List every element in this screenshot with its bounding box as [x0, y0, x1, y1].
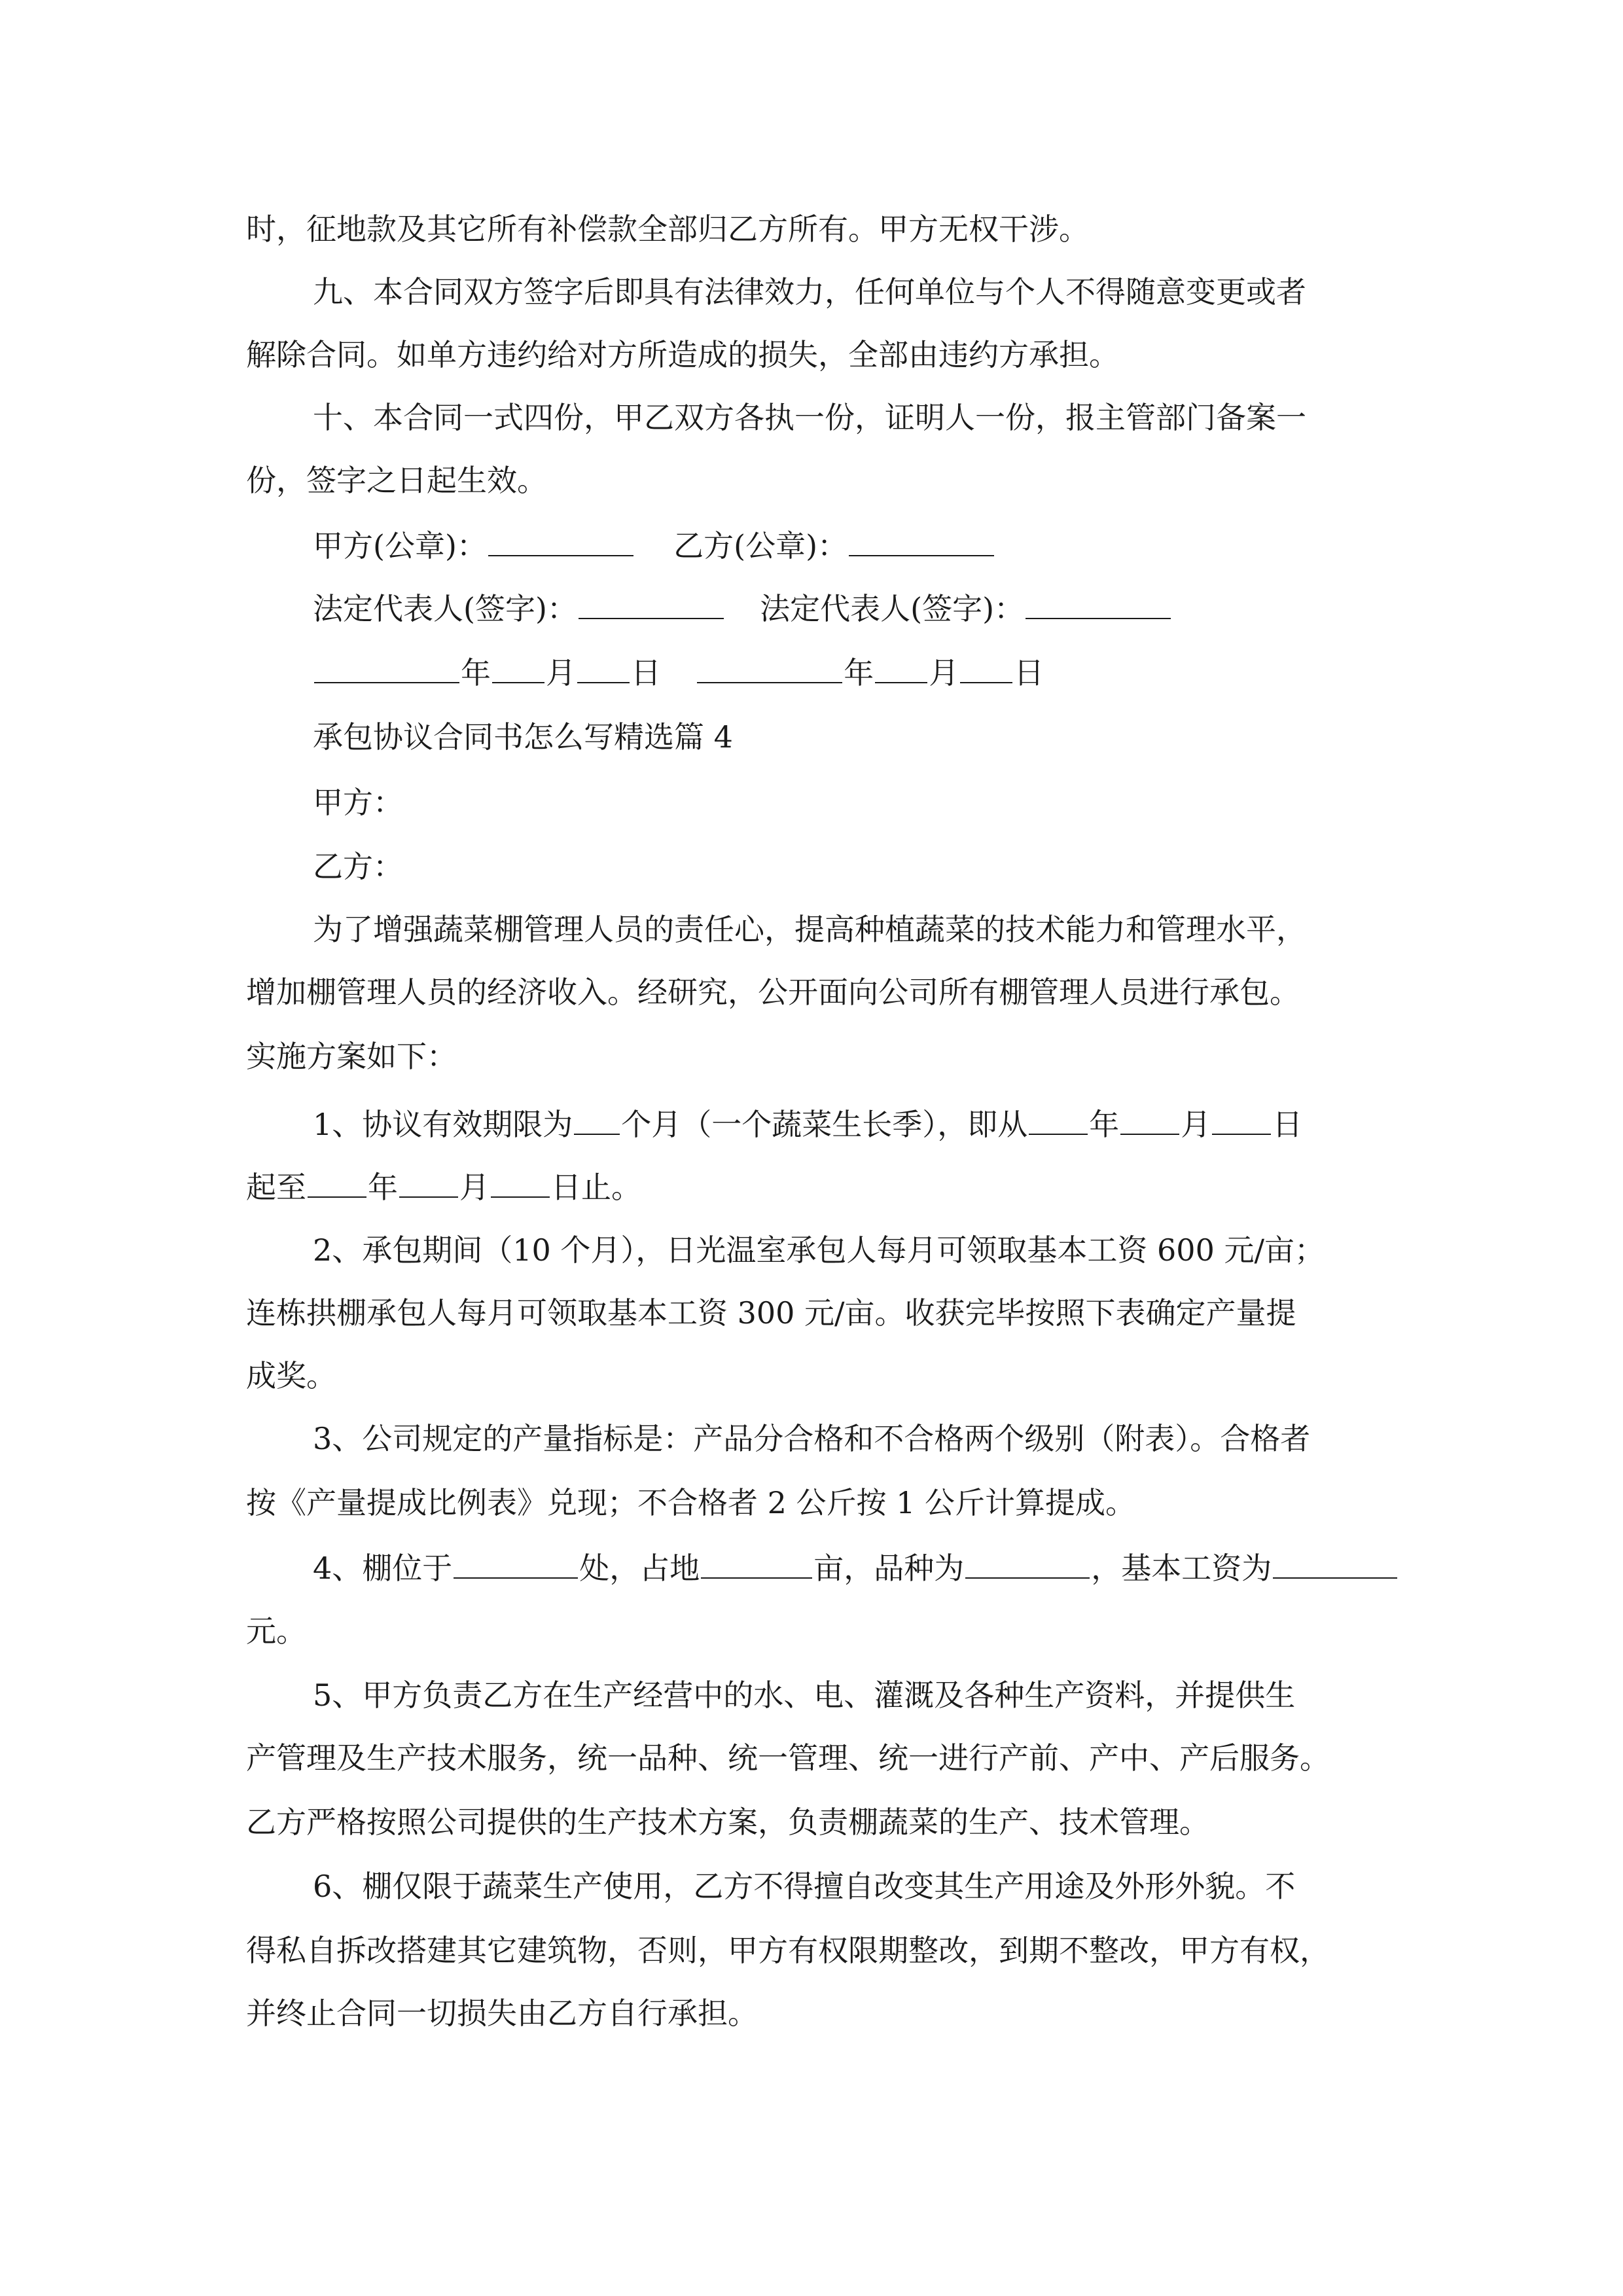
- paragraph-line: 3、公司规定的产量指标是：产品分合格和不合格两个级别（附表）。合格者: [313, 1421, 1311, 1456]
- year-blank: [697, 653, 842, 683]
- party-a-rep-label: 法定代表人(签字)：: [313, 591, 577, 626]
- paragraph-line: 元。: [246, 1613, 306, 1649]
- party-a-seal-blank: [488, 526, 633, 556]
- months-blank: [574, 1105, 620, 1135]
- end-day-blank: [491, 1168, 550, 1198]
- item-4-text: ，基本工资为: [1091, 1551, 1272, 1586]
- day-label: 日: [631, 655, 661, 691]
- day-label: 日: [1272, 1107, 1303, 1142]
- party-b-rep-blank: [1026, 589, 1171, 619]
- item-1-line-2: [246, 1168, 641, 1207]
- end-year-blank: [308, 1168, 366, 1198]
- item-1-text: 1、协议有效期限为: [313, 1107, 573, 1142]
- paragraph-line: 并终止合同一切损失由乙方自行承担。: [246, 1996, 758, 2031]
- party-b-seal-label: 乙方(公章)：: [673, 528, 848, 564]
- month-blank: [492, 653, 544, 683]
- party-a-rep-blank: [579, 589, 724, 619]
- start-month-blank: [1120, 1105, 1179, 1135]
- date-line: [313, 653, 1044, 692]
- paragraph-line: 九、本合同双方签字后即具有法律效力，任何单位与个人不得随意变更或者: [313, 274, 1306, 310]
- paragraph-line: 乙方严格按照公司提供的生产技术方案，负责棚蔬菜的生产、技术管理。: [246, 1804, 1209, 1840]
- year-label: 年: [844, 655, 874, 691]
- paragraph-line: 连栋拱棚承包人每月可领取基本工资 300 元/亩。收获完毕按照下表确定产量提: [246, 1295, 1296, 1331]
- start-year-blank: [1029, 1105, 1088, 1135]
- year-label: 年: [368, 1170, 398, 1205]
- month-blank: [875, 653, 927, 683]
- month-label: 月: [546, 655, 576, 691]
- wage-blank: [1273, 1549, 1397, 1579]
- paragraph-line: 2、承包期间（10 个月），日光温室承包人每月可领取基本工资 600 元/亩；: [313, 1232, 1325, 1268]
- section-heading: 承包协议合同书怎么写精选篇 4: [313, 719, 733, 755]
- year-label: 年: [461, 655, 491, 691]
- paragraph-line: 十、本合同一式四份，甲乙双方各执一份，证明人一份，报主管部门备案一: [313, 400, 1306, 435]
- party-b-rep-label: 法定代表人(签字)：: [760, 591, 1025, 626]
- paragraph-line: 份，签字之日起生效。: [246, 463, 547, 498]
- party-a-seal-label: 甲方(公章)：: [313, 528, 487, 564]
- paragraph-line: 为了增强蔬菜棚管理人员的责任心，提高种植蔬菜的技术能力和管理水平，: [313, 912, 1306, 947]
- item-4-text: 亩，品种为: [813, 1551, 965, 1586]
- paragraph-line: 解除合同。如单方违约给对方所造成的损失，全部由违约方承担。: [246, 337, 1119, 372]
- item-4-text: 处，占地: [579, 1551, 700, 1586]
- paragraph-line: 6、棚仅限于蔬菜生产使用，乙方不得擅自改变其生产用途及外形外貌。不: [313, 1869, 1296, 1904]
- start-day-blank: [1212, 1105, 1271, 1135]
- party-a-line: 甲方：: [313, 785, 403, 820]
- paragraph-line: 得私自拆改搭建其它建筑物，否则，甲方有权限期整改，到期不整改，甲方有权，: [246, 1933, 1330, 1968]
- variety-blank: [965, 1549, 1090, 1579]
- year-blank: [314, 653, 459, 683]
- month-label: 月: [459, 1170, 490, 1205]
- month-label: 月: [1181, 1107, 1211, 1142]
- paragraph-line: 5、甲方负责乙方在生产经营中的水、电、灌溉及各种生产资料，并提供生: [313, 1677, 1296, 1713]
- day-label: 日: [1014, 655, 1044, 691]
- area-blank: [701, 1549, 812, 1579]
- item-4-text: 4、棚位于: [313, 1551, 453, 1586]
- day-blank: [960, 653, 1012, 683]
- paragraph-line: 成奖。: [246, 1358, 336, 1393]
- item-1-text: 日止。: [551, 1170, 641, 1205]
- item-1-line-1: [313, 1105, 1302, 1144]
- end-month-blank: [399, 1168, 458, 1198]
- paragraph-line: 按《产量提成比例表》兑现；不合格者 2 公斤按 1 公斤计算提成。: [246, 1485, 1136, 1520]
- seal-line: [313, 526, 995, 565]
- paragraph-line: 产管理及生产技术服务，统一品种、统一管理、统一进行产前、产中、产后服务。: [246, 1740, 1330, 1776]
- party-b-seal-blank: [849, 526, 994, 556]
- paragraph-line: 时，征地款及其它所有补偿款全部归乙方所有。甲方无权干涉。: [246, 211, 1089, 247]
- item-1-text: 个月（一个蔬菜生长季），即从: [621, 1107, 1028, 1142]
- party-b-line: 乙方：: [313, 849, 403, 884]
- year-label: 年: [1089, 1107, 1120, 1142]
- item-4-line-1: [313, 1549, 1399, 1588]
- item-1-text: 起至: [246, 1170, 306, 1205]
- paragraph-line: 增加棚管理人员的经济收入。经研究，公开面向公司所有棚管理人员进行承包。: [246, 975, 1300, 1010]
- paragraph-line: 实施方案如下：: [246, 1039, 457, 1074]
- day-blank: [577, 653, 630, 683]
- representative-line: [313, 589, 1172, 628]
- location-blank: [454, 1549, 578, 1579]
- month-label: 月: [929, 655, 959, 691]
